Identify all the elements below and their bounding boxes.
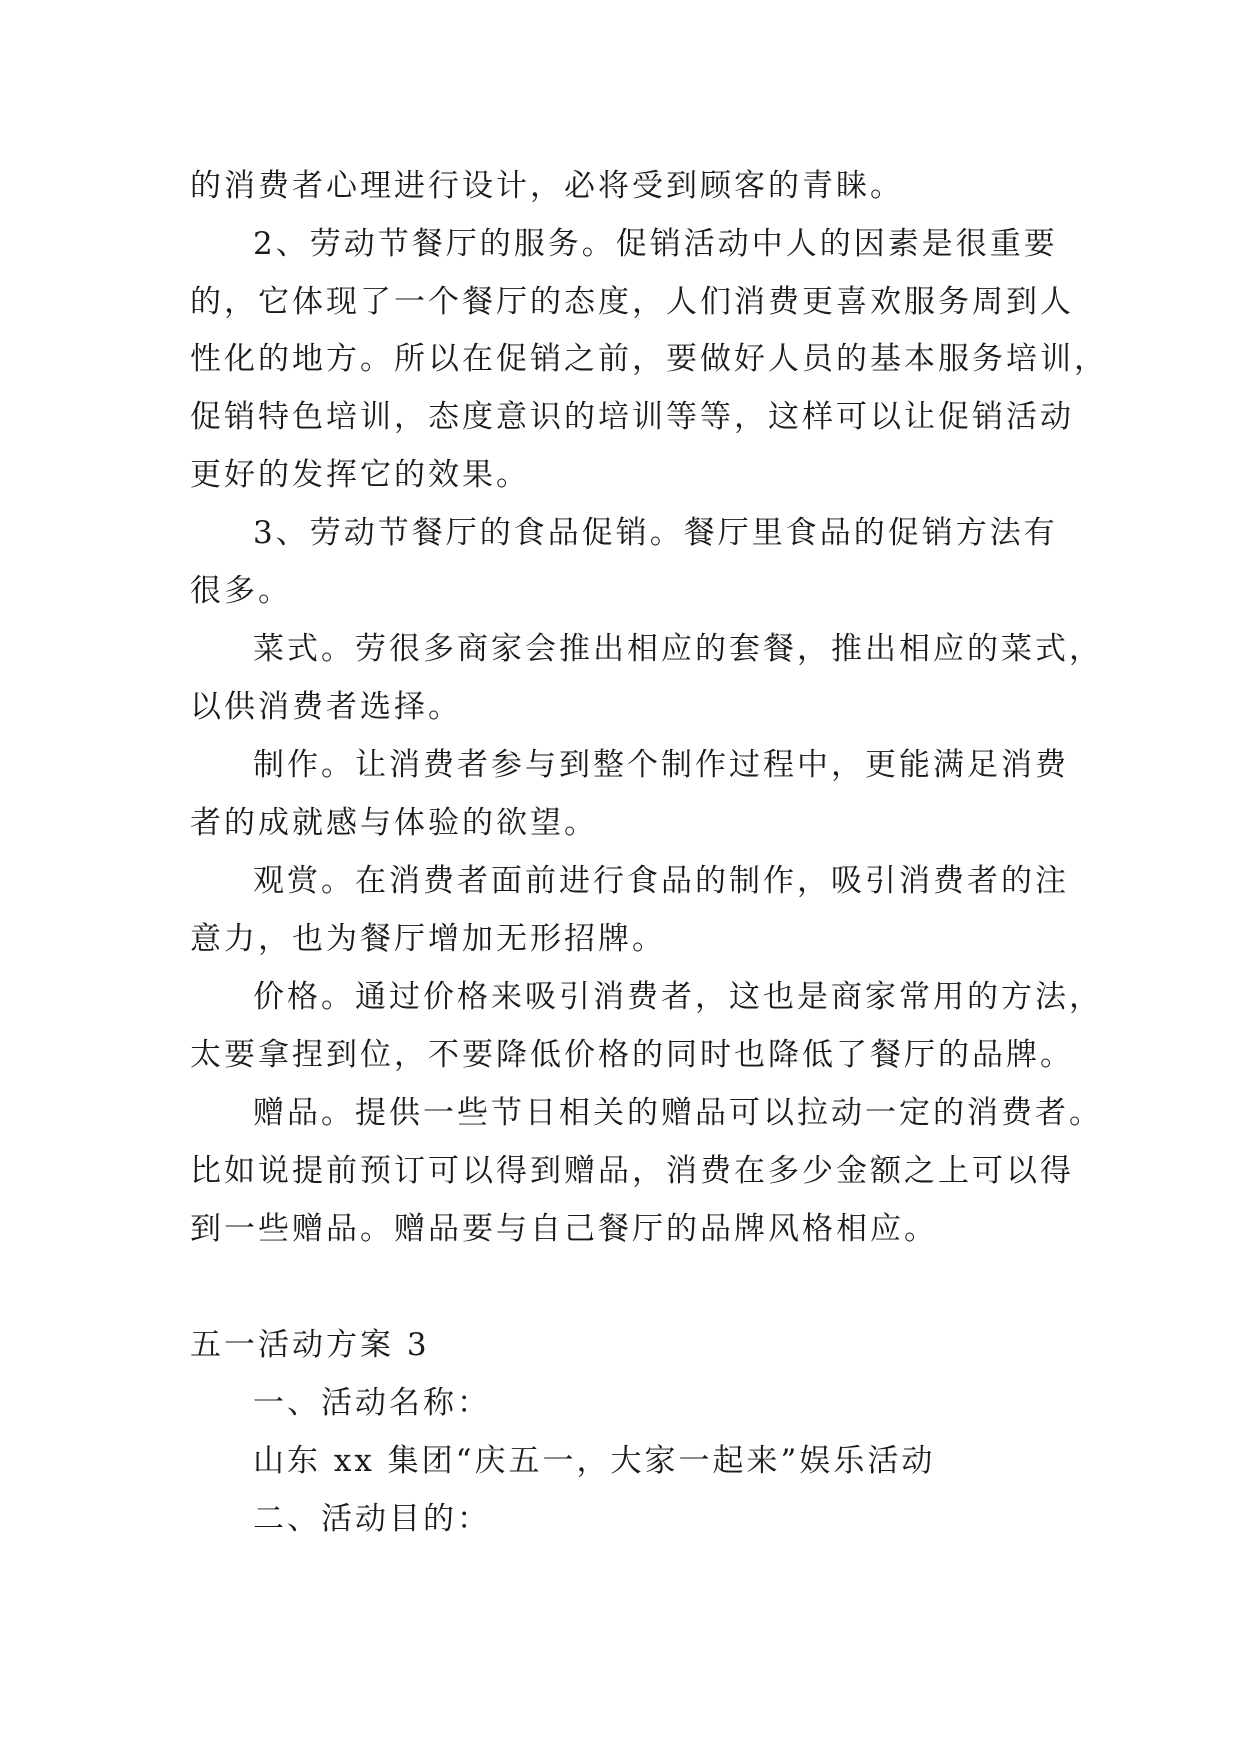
paragraph-line: 山东 xx 集团“庆五一，大家一起来”娱乐活动	[253, 1443, 936, 1479]
paragraph-line: 2、劳动节餐厅的服务。促销活动中人的因素是很重要	[253, 226, 1058, 262]
paragraph-line: 很多。	[190, 573, 292, 609]
paragraph-line: 以供消费者选择。	[190, 689, 462, 725]
paragraph-line: 3、劳动节餐厅的食品促销。餐厅里食品的促销方法有	[253, 515, 1058, 551]
subheading: 一、活动名称：	[253, 1385, 491, 1421]
paragraph-line: 赠品。提供一些节日相关的赠品可以拉动一定的消费者。	[253, 1095, 1103, 1131]
section-heading: 五一活动方案 3	[190, 1327, 430, 1363]
paragraph-line: 价格。通过价格来吸引消费者，这也是商家常用的方法，	[253, 979, 1103, 1015]
paragraph-line: 者的成就感与体验的欲望。	[190, 805, 598, 841]
paragraph-line: 促销特色培训，态度意识的培训等等，这样可以让促销活动	[190, 399, 1074, 435]
paragraph-line: 太要拿捏到位，不要降低价格的同时也降低了餐厅的品牌。	[190, 1037, 1074, 1073]
paragraph-line: 制作。让消费者参与到整个制作过程中，更能满足消费	[253, 747, 1069, 783]
paragraph-line: 的消费者心理进行设计，必将受到顾客的青睐。	[190, 168, 904, 204]
paragraph-line: 观赏。在消费者面前进行食品的制作，吸引消费者的注	[253, 863, 1069, 899]
paragraph-line: 到一些赠品。赠品要与自己餐厅的品牌风格相应。	[190, 1211, 938, 1247]
paragraph-line: 性化的地方。所以在促销之前，要做好人员的基本服务培训，	[190, 341, 1108, 377]
subheading: 二、活动目的：	[253, 1501, 491, 1537]
paragraph-line: 比如说提前预订可以得到赠品，消费在多少金额之上可以得	[190, 1153, 1074, 1189]
paragraph-line: 更好的发挥它的效果。	[190, 457, 530, 493]
paragraph-line: 菜式。劳很多商家会推出相应的套餐，推出相应的菜式，	[253, 631, 1103, 667]
paragraph-line: 的，它体现了一个餐厅的态度，人们消费更喜欢服务周到人	[190, 284, 1074, 320]
paragraph-line: 意力，也为餐厅增加无形招牌。	[190, 921, 666, 957]
